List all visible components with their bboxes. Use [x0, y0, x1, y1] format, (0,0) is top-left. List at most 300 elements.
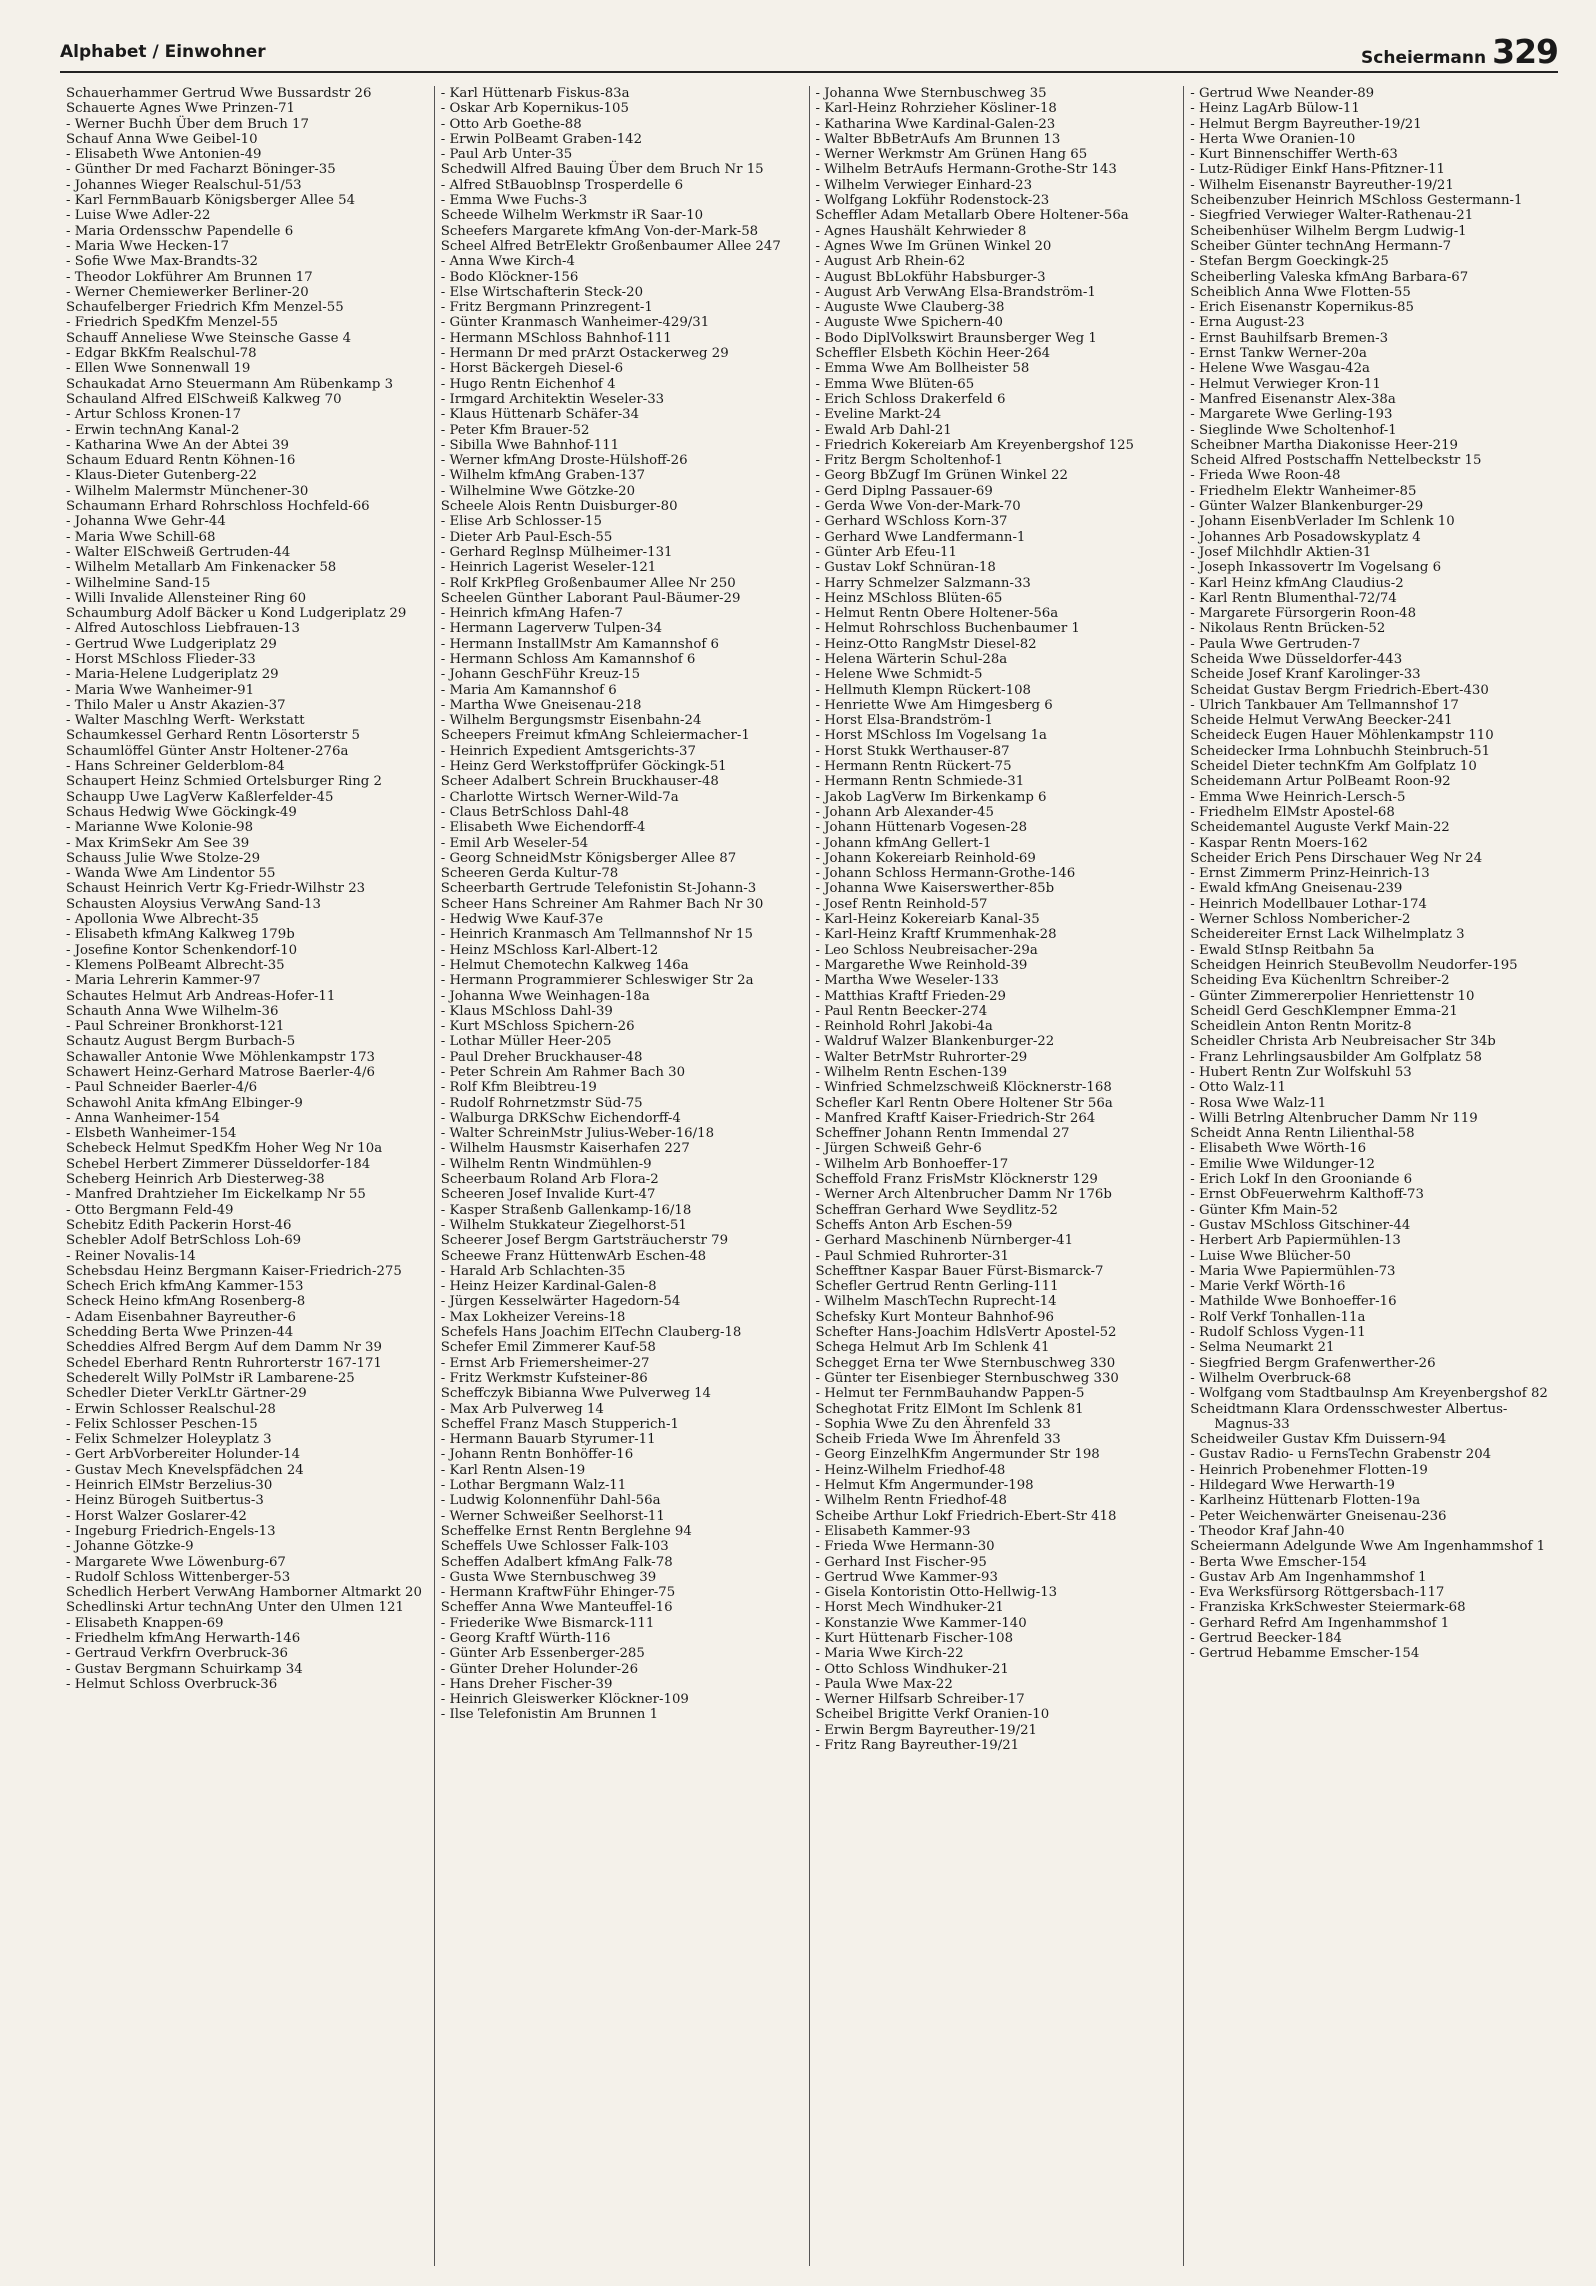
- directory-entry: Schauf Anna Wwe Geibel-10: [66, 131, 258, 147]
- directory-entry: - Georg Kraftf Würth-116: [440, 1630, 611, 1646]
- directory-entry: - Klemens PolBeamt Albrecht-35: [66, 957, 285, 973]
- directory-entry: - Fritz Bergm Scholtenhof-1: [815, 453, 1004, 469]
- directory-entry: Schauland Alfred ElSchweiß Kalkweg 70: [66, 391, 342, 407]
- directory-entry: - Apollonia Wwe Albrecht-35: [66, 912, 259, 928]
- directory-entry: - Otto Bergmann Feld-49: [66, 1202, 234, 1218]
- directory-entry: - Erwin technAng Kanal-2: [66, 422, 240, 438]
- directory-entry: - Otto Arb Goethe-88: [440, 116, 582, 132]
- directory-entry: Schegget Erna ter Wwe Sternbuschweg 330: [815, 1355, 1116, 1371]
- directory-entry: Schaus Hedwig Wwe Göckingk-49: [66, 804, 297, 820]
- directory-entry: Schedlinski Artur technAng Unter den Ulmen 121: [66, 1600, 404, 1616]
- running-head-name: Scheiermann: [1361, 48, 1487, 68]
- directory-entry: Schedler Dieter VerkLtr Gärtner-29: [66, 1386, 307, 1402]
- directory-entry: Scheeren Josef Invalide Kurt-47: [440, 1187, 656, 1203]
- directory-entry: - Friedrich SpedKfm Menzel-55: [66, 315, 279, 331]
- directory-entry: - Bodo Klöckner-156: [440, 269, 579, 285]
- directory-entry: - Erich Lokf In den Grooniande 6: [1190, 1172, 1413, 1188]
- directory-entry: - Thilo Maler u Anstr Akazien-37: [66, 697, 286, 713]
- directory-entry: - Sibilla Wwe Bahnhof-111: [440, 437, 620, 453]
- directory-entry: - Erna August-23: [1190, 315, 1305, 331]
- directory-entry: - Sophia Wwe Zu den Ährenfeld 33: [815, 1416, 1051, 1432]
- directory-entry: Schautz August Bergm Burbach-5: [66, 1034, 296, 1050]
- directory-entry: - Katharina Wwe Kardinal-Galen-23: [815, 116, 1056, 132]
- directory-entry: Scheerer Josef Bergm Gartsträucherstr 79: [440, 1233, 729, 1249]
- directory-entry: - Johanna Wwe Kaiserswerther-85b: [815, 881, 1055, 897]
- directory-entry: Schawert Heinz-Gerhard Matrose Baerler-4/6: [66, 1065, 375, 1080]
- directory-entry: - Wilhelm MaschTechn Ruprecht-14: [815, 1294, 1057, 1310]
- directory-entry: - Maria Wwe Kirch-22: [815, 1646, 964, 1662]
- directory-entry: - Wilhelm Metallarb Am Finkenacker 58: [66, 560, 337, 576]
- directory-entry: - Emma Wwe Blüten-65: [815, 376, 975, 392]
- directory-entry: - Johann kfmAng Gellert-1: [815, 835, 992, 851]
- directory-entry: - Ilse Telefonistin Am Brunnen 1: [440, 1707, 659, 1723]
- directory-entry: - Lothar Bergmann Walz-11: [440, 1478, 627, 1494]
- directory-entry: - Irmgard Architektin Weseler-33: [440, 391, 665, 407]
- directory-entry: - Emil Arb Weseler-54: [440, 835, 589, 851]
- directory-entry: - Eveline Markt-24: [815, 407, 942, 423]
- directory-entry: - Elise Arb Schlosser-15: [440, 514, 602, 530]
- directory-entry: - Friedhelm ElMstr Apostel-68: [1190, 804, 1395, 820]
- directory-entry: - Kurt Hüttenarb Fischer-108: [815, 1630, 1014, 1646]
- directory-entry: - Gertraud Verkfrn Overbruck-36: [66, 1646, 288, 1662]
- directory-entry: - Paul Schneider Baerler-4/6: [66, 1080, 258, 1096]
- directory-entry: - Johanna Wwe Weinhagen-18a: [440, 988, 650, 1004]
- directory-entry: - Manfred Drahtzieher Im Eickelkamp Nr 55: [66, 1187, 366, 1203]
- directory-entry: - Günter Arb Essenberger-285: [440, 1646, 645, 1662]
- directory-entry: - Adam Eisenbahner Bayreuther-6: [66, 1309, 296, 1325]
- directory-entry: - Wilhelm Eisenanstr Bayreuther-19/21: [1190, 177, 1454, 193]
- directory-entry: Scheiberling Valeska kfmAng Barbara-67: [1190, 269, 1469, 285]
- directory-entry: Schebler Adolf BetrSchloss Loh-69: [66, 1233, 302, 1249]
- directory-entry: Scheerbarth Gertrude Telefonistin St-Johann-3: [440, 881, 757, 897]
- directory-entry: - Theodor Kraf Jahn-40: [1190, 1523, 1345, 1539]
- directory-entry: - Wilhelm BetrAufs Hermann-Grothe-Str 143: [815, 162, 1117, 178]
- directory-entry: - Hans Dreher Fischer-39: [440, 1676, 613, 1692]
- directory-entry: Scheerbaum Roland Arb Flora-2: [440, 1172, 659, 1188]
- directory-entry: - Elisabeth kfmAng Kalkweg 179b: [66, 927, 295, 943]
- directory-entry: - Jürgen Schweiß Gehr-6: [815, 1141, 982, 1157]
- directory-entry: Scheede Wilhelm Werkmstr iR Saar-10: [440, 208, 704, 224]
- directory-entry: - Waldruf Walzer Blankenburger-22: [815, 1034, 1055, 1050]
- directory-entry: - Fritz Werkmstr Kufsteiner-86: [440, 1370, 648, 1386]
- directory-entry: Schauss Julie Wwe Stolze-29: [66, 850, 261, 866]
- directory-entry: - Wilhelm Verwieger Einhard-23: [815, 177, 1033, 193]
- directory-entry: Schautes Helmut Arb Andreas-Hofer-11: [66, 988, 336, 1004]
- directory-entry: - Hermann Dr med prArzt Ostackerweg 29: [440, 346, 729, 362]
- directory-entry: - Hermann Schloss Am Kamannshof 6: [440, 651, 696, 667]
- directory-entry: Schebeck Helmut SpedKfm Hoher Weg Nr 10a: [66, 1141, 383, 1157]
- directory-entry: - Gustav Radio- u FernsTechn Grabenstr 204: [1190, 1447, 1492, 1463]
- directory-entry: - Rudolf Schloss Wittenberger-53: [66, 1569, 291, 1585]
- directory-entry: Scheer Adalbert Schrein Bruckhauser-48: [440, 774, 719, 790]
- directory-entry: - Elisabeth Wwe Antonien-49: [66, 147, 262, 163]
- directory-entry: - Johann Schloss Hermann-Grothe-146: [815, 866, 1076, 882]
- directory-entry: - Nikolaus Rentn Brücken-52: [1190, 621, 1386, 637]
- directory-entry: - Walter BbBetrAufs Am Brunnen 13: [815, 131, 1061, 147]
- directory-entry: - Jakob LagVerw Im Birkenkamp 6: [815, 789, 1047, 805]
- directory-entry: - Oskar Arb Kopernikus-105: [440, 101, 629, 117]
- directory-entry: Schedel Eberhard Rentn Ruhrorterstr 167-171: [66, 1355, 382, 1371]
- directory-entry: - Stefan Bergm Goeckingk-25: [1190, 254, 1389, 270]
- directory-entry: - Georg SchneidMstr Königsberger Allee 87: [440, 850, 737, 866]
- directory-entry: - Agnes Wwe Im Grünen Winkel 20: [815, 238, 1052, 254]
- directory-entry: - Günter Kranmasch Wanheimer-429/31: [440, 315, 710, 331]
- directory-entry: - Günther Dr med Facharzt Böninger-35: [66, 162, 336, 178]
- directory-entry: - Ewald Arb Dahl-21: [815, 422, 952, 438]
- directory-entry: Scheghotat Fritz ElMont Im Schlenk 81: [815, 1401, 1084, 1417]
- directory-entry: - Fritz Rang Bayreuther-19/21: [815, 1738, 1020, 1754]
- directory-entry: Scheidtmann Klara Ordensschwester Albertus-Magnus-33: [1190, 1401, 1508, 1432]
- directory-entry: - Paul Schmied Ruhrorter-31: [815, 1248, 1009, 1264]
- directory-entry: - Johanne Götzke-9: [66, 1539, 194, 1555]
- directory-entry: - Günter Zimmererpolier Henriettenstr 10: [1190, 988, 1475, 1004]
- directory-entry: - Artur Schloss Kronen-17: [66, 407, 242, 423]
- directory-entry: - Gustav Mech Knevelspfädchen 24: [66, 1462, 304, 1478]
- directory-entry: Scheffelke Ernst Rentn Berglehne 94: [440, 1523, 692, 1539]
- directory-entry: - Heinrich Gleiswerker Klöckner-109: [440, 1692, 689, 1708]
- directory-entry: - Maria Lehrerin Kammer-97: [66, 973, 261, 989]
- directory-entry: - Günter ter Eisenbieger Sternbuschweg 330: [815, 1370, 1119, 1386]
- directory-entry: - Dieter Arb Paul-Esch-55: [440, 529, 613, 545]
- directory-entry: - Sieglinde Wwe Scholtenhof-1: [1190, 422, 1397, 438]
- directory-entry: - Werner Buchh Über dem Bruch 17: [66, 116, 309, 132]
- directory-entry: - Rolf Kfm Bleibtreu-19: [440, 1080, 597, 1096]
- directory-entry: Scheffner Johann Rentn Immendal 27: [815, 1126, 1070, 1142]
- directory-entry: - Hermann InstallMstr Am Kamannshof 6: [440, 636, 719, 652]
- directory-entry: Scheide Helmut VerwAng Beecker-241: [1190, 713, 1453, 729]
- directory-entry: Schaukadat Arno Steuermann Am Rübenkamp 3: [66, 376, 394, 392]
- directory-entry: - Theodor Lokführer Am Brunnen 17: [66, 269, 313, 285]
- directory-entry: - Heinz Heizer Kardinal-Galen-8: [440, 1279, 657, 1295]
- directory-entry: - Heinz-Otto RangMstr Diesel-82: [815, 636, 1037, 652]
- directory-entry: Schaufelberger Friedrich Kfm Menzel-55: [66, 300, 344, 316]
- directory-entry: - Gerhard WSchloss Korn-37: [815, 514, 1008, 530]
- directory-entry: - Rudolf Schloss Vygen-11: [1190, 1325, 1366, 1341]
- directory-entry: - August Arb Rhein-62: [815, 254, 966, 270]
- directory-entry: - Georg BbZugf Im Grünen Winkel 22: [815, 468, 1068, 484]
- directory-entry: Scheidel Dieter technKfm Am Golfplatz 10: [1190, 759, 1477, 775]
- directory-entry: Scheidereiter Ernst Lack Wilhelmplatz 3: [1190, 927, 1465, 943]
- directory-entry: Schefter Hans-Joachim HdlsVertr Apostel-52: [815, 1325, 1117, 1341]
- directory-entry: - Margarete Wwe Löwenburg-67: [66, 1554, 286, 1570]
- directory-entry: Schebsdau Heinz Bergmann Kaiser-Friedrich-275: [66, 1263, 402, 1279]
- directory-entry: - Johann Kokereiarb Reinhold-69: [815, 850, 1036, 866]
- directory-entry: - Helene Wwe Wasgau-42a: [1190, 361, 1370, 377]
- directory-entry: - Josef Milchhdlr Aktien-31: [1190, 544, 1372, 560]
- directory-entry: Scheidecker Irma Lohnbuchh Steinbruch-51: [1190, 743, 1491, 759]
- directory-entry: - Erwin PolBeamt Graben-142: [440, 131, 643, 147]
- directory-entry: - Helmut Bergm Bayreuther-19/21: [1190, 116, 1422, 132]
- directory-entry: Scheideck Eugen Hauer Möhlenkampstr 110: [1190, 728, 1494, 744]
- column-2: [434, 86, 809, 2266]
- header-rule: [60, 71, 1558, 73]
- directory-entry: - Klaus MSchloss Dahl-39: [440, 1003, 613, 1019]
- directory-entry: - Karl FernmBauarb Königsberger Allee 54: [66, 193, 356, 209]
- directory-entry: Scheffen Adalbert kfmAng Falk-78: [440, 1554, 673, 1570]
- directory-entry: - Margarethe Wwe Reinhold-39: [815, 957, 1028, 973]
- directory-entry: - Johann Rentn Bonhöffer-16: [440, 1447, 634, 1463]
- page-header: [60, 32, 1558, 71]
- directory-entry: Scheida Wwe Düsseldorfer-443: [1190, 651, 1403, 667]
- directory-entry: - Werner Arch Altenbrucher Damm Nr 176b: [815, 1187, 1112, 1203]
- directory-entry: Schederelt Willy PolMstr iR Lambarene-25: [66, 1370, 355, 1386]
- column-4: [1183, 86, 1558, 2266]
- directory-entry: - Kaspar Rentn Moers-162: [1190, 835, 1368, 851]
- directory-entry: - Reinhold Rohrl Jakobi-4a: [815, 1019, 993, 1035]
- directory-entry: - Erich Schloss Drakerfeld 6: [815, 391, 1006, 407]
- directory-entry: - Mathilde Wwe Bonhoeffer-16: [1190, 1294, 1397, 1310]
- directory-entry: - Alfred Autoschloss Liebfrauen-13: [66, 621, 301, 637]
- directory-entry: - Kurt MSchloss Spichern-26: [440, 1019, 635, 1035]
- directory-entry: - Heinrich ElMstr Berzelius-30: [66, 1478, 273, 1494]
- directory-entry: - Felix Schmelzer Holeyplatz 3: [66, 1432, 272, 1448]
- directory-entry: Scheck Heino kfmAng Rosenberg-8: [66, 1294, 306, 1310]
- directory-entry: - Kasper Straßenb Gallenkamp-16/18: [440, 1202, 692, 1218]
- directory-entry: Schaust Heinrich Vertr Kg-Friedr-Wilhstr 23: [66, 881, 366, 897]
- directory-entry: Scheide Josef Kranf Karolinger-33: [1190, 667, 1421, 683]
- directory-entry: Scheffel Franz Masch Stupperich-1: [440, 1416, 679, 1432]
- directory-entry: - Reiner Novalis-14: [66, 1248, 196, 1264]
- directory-entry: - Peter Kfm Brauer-52: [440, 422, 590, 438]
- directory-entry: - Anna Wanheimer-154: [66, 1110, 220, 1126]
- directory-entry: - Walter SchreinMstr Julius-Weber-16/18: [440, 1126, 715, 1142]
- directory-entry: - Johanna Wwe Gehr-44: [66, 514, 226, 530]
- directory-entry: - Margarete Fürsorgerin Roon-48: [1190, 606, 1417, 622]
- directory-entry: - Leo Schloss Neubreisacher-29a: [815, 942, 1038, 958]
- directory-entry: - Helmut Rohrschloss Buchenbaumer 1: [815, 621, 1080, 637]
- directory-entry: Schefsky Kurt Monteur Bahnhof-96: [815, 1309, 1054, 1325]
- directory-entry: - Hellmuth Klempn Rückert-108: [815, 682, 1031, 698]
- directory-entry: Scheiding Eva Küchenltrn Schreiber-2: [1190, 973, 1450, 989]
- directory-entry: - Willi Betrlng Altenbrucher Damm Nr 119: [1190, 1110, 1478, 1126]
- directory-entry: - Emma Wwe Fuchs-3: [440, 193, 588, 209]
- directory-entry: - Heinrich kfmAng Hafen-7: [440, 606, 623, 622]
- directory-entry: Schauerte Agnes Wwe Prinzen-71: [66, 101, 295, 117]
- directory-entry: - Hildegard Wwe Herwarth-19: [1190, 1478, 1395, 1494]
- directory-entry: Scheffler Adam Metallarb Obere Holtener-56a: [815, 208, 1129, 224]
- directory-entry: - Max Arb Pulverweg 14: [440, 1401, 604, 1417]
- directory-entry: - Maria-Helene Ludgeriplatz 29: [66, 667, 279, 683]
- directory-entry: - August BbLokführ Habsburger-3: [815, 269, 1046, 285]
- directory-entry: - Heinrich Lagerist Weseler-121: [440, 560, 657, 576]
- directory-entry: Schefels Hans Joachim ElTechn Clauberg-18: [440, 1325, 742, 1341]
- directory-entry: Scheele Alois Rentn Duisburger-80: [440, 499, 678, 515]
- directory-entry: - Friederike Wwe Bismarck-111: [440, 1615, 655, 1631]
- directory-entry: - Gustav Lokf Schnüran-18: [815, 560, 996, 576]
- directory-entry: - Horst Mech Windhuker-21: [815, 1600, 1004, 1616]
- directory-entry: Scheeren Gerda Kultur-78: [440, 866, 619, 882]
- directory-entry: - Wilhelm Bergungsmstr Eisenbahn-24: [440, 713, 702, 729]
- directory-entry: - Auguste Wwe Spichern-40: [815, 315, 1003, 331]
- directory-entry: - Marie Verkf Wörth-16: [1190, 1279, 1346, 1295]
- directory-entry: - Klaus-Dieter Gutenberg-22: [66, 468, 257, 484]
- directory-entry: - Maria Wwe Schill-68: [66, 529, 216, 545]
- directory-entry: - Hermann Rentn Rückert-75: [815, 759, 1012, 775]
- directory-entry: - Wilhelm kfmAng Graben-137: [440, 468, 646, 484]
- page-number: 329: [1492, 32, 1558, 71]
- directory-entry: - Helmut Verwieger Kron-11: [1190, 376, 1381, 392]
- directory-entry: - Gertrud Beecker-184: [1190, 1630, 1342, 1646]
- directory-entry: - Hermann Programmierer Schleswiger Str 2a: [440, 973, 754, 989]
- directory-entry: Scheib Frieda Wwe Im Ährenfeld 33: [815, 1432, 1061, 1448]
- directory-entry: Scheelen Günther Laborant Paul-Bäumer-29: [440, 590, 741, 606]
- directory-entry: - Helmut ter FernmBauhandw Pappen-5: [815, 1386, 1085, 1402]
- directory-entry: Schega Helmut Arb Im Schlenk 41: [815, 1340, 1050, 1356]
- directory-entry: - Elisabeth Wwe Wörth-16: [1190, 1141, 1367, 1157]
- directory-entry: - Gusta Wwe Sternbuschweg 39: [440, 1569, 657, 1585]
- directory-entry: - Günter Arb Efeu-11: [815, 544, 957, 560]
- directory-entry: - Heinz Gerd Werkstoffprüfer Göckingk-51: [440, 759, 727, 775]
- directory-entry: - Hugo Rentn Eichenhof 4: [440, 376, 616, 392]
- directory-entry: - Margarete Wwe Gerling-193: [1190, 407, 1393, 423]
- column-1: [60, 86, 434, 2266]
- directory-entry: - Manfred Kraftf Kaiser-Friedrich-Str 264: [815, 1110, 1096, 1126]
- directory-entry: - Frieda Wwe Roon-48: [1190, 468, 1341, 484]
- directory-entry: - Johannes Wieger Realschul-51/53: [66, 177, 302, 193]
- directory-entry: - Emilie Wwe Wildunger-12: [1190, 1156, 1376, 1172]
- directory-entry: Scheefers Margarete kfmAng Von-der-Mark-58: [440, 223, 759, 239]
- directory-entry: - Max KrimSekr Am See 39: [66, 835, 250, 851]
- directory-entry: - Otto Schloss Windhuker-21: [815, 1661, 1009, 1677]
- directory-entry: Schaumburg Adolf Bäcker u Kond Ludgeriplatz 29: [66, 606, 407, 622]
- directory-entry: - Paul Schreiner Bronkhorst-121: [66, 1019, 285, 1035]
- directory-entry: - Helmut Rentn Obere Holtener-56a: [815, 606, 1059, 622]
- directory-entry: Scheidler Christa Arb Neubreisacher Str 34b: [1190, 1034, 1496, 1050]
- directory-entry: - Wilhelm Rentn Eschen-139: [815, 1065, 1008, 1080]
- directory-entry: - Maria Wwe Papiermühlen-73: [1190, 1263, 1396, 1279]
- directory-entry: - Maria Wwe Wanheimer-91: [66, 682, 255, 698]
- directory-entry: - Karlheinz Hüttenarb Flotten-19a: [1190, 1493, 1421, 1509]
- directory-entry: Scheidgen Heinrich SteuBevollm Neudorfer-195: [1190, 957, 1518, 973]
- directory-entry: - Helmut Kfm Angermunder-198: [815, 1478, 1034, 1494]
- directory-entry: - Karl-Heinz Kraftf Krummenhak-28: [815, 927, 1057, 943]
- directory-entry: Schawohl Anita kfmAng Elbinger-9: [66, 1095, 303, 1111]
- directory-entry: - Gerhard Refrd Am Ingenhammshof 1: [1190, 1615, 1450, 1631]
- directory-entry: - Wolfgang Lokführ Rodenstock-23: [815, 193, 1050, 209]
- directory-entry: - Horst Bäckergeh Diesel-6: [440, 361, 624, 377]
- directory-entry: - Werner Chemiewerker Berliner-20: [66, 284, 309, 300]
- directory-entry: - Harald Arb Schlachten-35: [440, 1263, 626, 1279]
- directory-entry: - Franz Lehrlingsausbilder Am Golfplatz 58: [1190, 1049, 1483, 1065]
- directory-entry: Schaumlöffel Günter Anstr Holtener-276a: [66, 743, 349, 759]
- directory-entry: - Martha Wwe Gneisenau-218: [440, 697, 642, 713]
- directory-entry: - Horst MSchloss Flieder-33: [66, 651, 256, 667]
- directory-entry: - Hermann MSchloss Bahnhof-111: [440, 330, 672, 346]
- directory-entry: - Willi Invalide Allensteiner Ring 60: [66, 590, 307, 606]
- directory-entry: - Gerd Diplng Passauer-69: [815, 483, 993, 499]
- directory-entry: Scheidlein Anton Rentn Moritz-8: [1190, 1019, 1412, 1035]
- directory-entry: - Johann EisenbVerlader Im Schlenk 10: [1190, 514, 1455, 530]
- directory-entry: - Erwin Bergm Bayreuther-19/21: [815, 1722, 1037, 1738]
- directory-entry: - Hubert Rentn Zur Wolfskuhl 53: [1190, 1065, 1412, 1080]
- directory-entry: - Werner Schweißer Seelhorst-11: [440, 1508, 665, 1524]
- directory-entry: - Gertrud Hebamme Emscher-154: [1190, 1646, 1420, 1662]
- directory-entry: - Erwin Schlosser Realschul-28: [66, 1401, 276, 1417]
- directory-entry: Scheiber Günter technAng Hermann-7: [1190, 238, 1452, 254]
- directory-entry: - Wanda Wwe Am Lindentor 55: [66, 866, 276, 882]
- directory-entry: - Paul Dreher Bruckhauser-48: [440, 1049, 643, 1065]
- directory-entry: - Karl-Heinz Kokereiarb Kanal-35: [815, 912, 1040, 928]
- directory-entry: - Günter Dreher Holunder-26: [440, 1661, 639, 1677]
- directory-entry: - Günter Kfm Main-52: [1190, 1202, 1338, 1218]
- directory-entry: Scheffler Elsbeth Köchin Heer-264: [815, 346, 1051, 362]
- directory-entry: Schedding Berta Wwe Prinzen-44: [66, 1325, 294, 1341]
- directory-entry: - Charlotte Wirtsch Werner-Wild-7a: [440, 789, 679, 805]
- directory-entry: - Walburga DRKSchw Eichendorff-4: [440, 1110, 681, 1126]
- directory-entry: Schawaller Antonie Wwe Möhlenkampstr 173: [66, 1049, 375, 1065]
- directory-entry: - Ernst Arb Friemersheimer-27: [440, 1355, 650, 1371]
- directory-entry: - Luise Wwe Adler-22: [66, 208, 211, 224]
- directory-entry: - Werner Hilfsarb Schreiber-17: [815, 1692, 1025, 1708]
- directory-entry: - Ellen Wwe Sonnenwall 19: [66, 361, 251, 377]
- directory-entry: - Elisabeth Knappen-69: [66, 1615, 224, 1631]
- directory-entry: - Emma Wwe Heinrich-Lersch-5: [1190, 789, 1406, 805]
- directory-entry: - Ernst Bauhilfsarb Bremen-3: [1190, 330, 1389, 346]
- directory-entry: Scheffer Anna Wwe Manteuffel-16: [440, 1600, 673, 1616]
- directory-entry: - Joseph Inkassovertr Im Vogelsang 6: [1190, 560, 1442, 576]
- directory-entry: - Erich Eisenanstr Kopernikus-85: [1190, 300, 1414, 316]
- directory-entry: Scheidat Gustav Bergm Friedrich-Ebert-430: [1190, 682, 1489, 698]
- directory-entry: - Helmut Schloss Overbruck-36: [66, 1676, 278, 1692]
- directory-entry: Scheffold Franz FrisMstr Klöcknerstr 129: [815, 1172, 1098, 1188]
- directory-entry: - Werner kfmAng Droste-Hülshoff-26: [440, 453, 688, 469]
- directory-entry: - Rolf Verkf Tonhallen-11a: [1190, 1309, 1366, 1325]
- directory-entry: - Karl Hüttenarb Fiskus-83a: [440, 86, 630, 101]
- directory-entry: - Johann Hüttenarb Vogesen-28: [815, 820, 1028, 836]
- directory-entry: - Herta Wwe Oranien-10: [1190, 131, 1356, 147]
- directory-entry: - Alfred StBauoblnsp Trosperdelle 6: [440, 177, 684, 193]
- directory-entry: - Wilhelm Malermstr Münchener-30: [66, 483, 309, 499]
- directory-entry: Scheewe Franz HüttenwArb Eschen-48: [440, 1248, 707, 1264]
- directory-entry: Schefftner Kaspar Bauer Fürst-Bismarck-7: [815, 1263, 1104, 1279]
- directory-entry: - Gustav MSchloss Gitschiner-44: [1190, 1217, 1411, 1233]
- directory-entry: - Paula Wwe Gertruden-7: [1190, 636, 1361, 652]
- directory-entry: - Maria Am Kamannshof 6: [440, 682, 617, 698]
- directory-entry: - Herbert Arb Papiermühlen-13: [1190, 1233, 1401, 1249]
- directory-entry: - Rudolf Rohrnetzmstr Süd-75: [440, 1095, 643, 1111]
- directory-entry: - Heinz MSchloss Blüten-65: [815, 590, 1003, 606]
- directory-entry: - Ulrich Tankbauer Am Tellmannshof 17: [1190, 697, 1459, 713]
- directory-entry: Scheepers Freimut kfmAng Schleiermacher-1: [440, 728, 750, 744]
- directory-entry: - Peter Schrein Am Rahmer Bach 30: [440, 1065, 686, 1080]
- directory-entry: - Claus BetrSchloss Dahl-48: [440, 804, 629, 820]
- directory-entry: Scheiblich Anna Wwe Flotten-55: [1190, 284, 1411, 300]
- directory-entry: - Berta Wwe Emscher-154: [1190, 1554, 1367, 1570]
- directory-entry: - Bodo DiplVolkswirt Braunsberger Weg 1: [815, 330, 1097, 346]
- directory-entry: - Katharina Wwe An der Abtei 39: [66, 437, 289, 453]
- directory-entry: Schaupert Heinz Schmied Ortelsburger Ring 2: [66, 774, 382, 790]
- directory-entry: - Henriette Wwe Am Himgesberg 6: [815, 697, 1053, 713]
- directory-entry: - Walter BetrMstr Ruhrorter-29: [815, 1049, 1028, 1065]
- directory-entry: Scheibel Brigitte Verkf Oranien-10: [815, 1707, 1050, 1723]
- directory-entry: Schefler Gertrud Rentn Gerling-111: [815, 1279, 1059, 1295]
- directory-entry: - Gertrud Wwe Kammer-93: [815, 1569, 998, 1585]
- directory-entry: - Franziska KrkSchwester Steiermark-68: [1190, 1600, 1466, 1616]
- directory-entry: Schefer Emil Zimmerer Kauf-58: [440, 1340, 656, 1356]
- directory-entry: - Georg EinzelhKfm Angermunder Str 198: [815, 1447, 1100, 1463]
- directory-entry: Schebitz Edith Packerin Horst-46: [66, 1217, 292, 1233]
- directory-entry: - Eva Werksfürsorg Röttgersbach-117: [1190, 1585, 1445, 1601]
- directory-entry: - Elisabeth Kammer-93: [815, 1523, 971, 1539]
- directory-entry: - Konstanzie Wwe Kammer-140: [815, 1615, 1027, 1631]
- directory-entry: - Friedhelm kfmAng Herwarth-146: [66, 1630, 301, 1646]
- directory-entry: Schaumkessel Gerhard Rentn Lösorterstr 5: [66, 728, 360, 744]
- directory-entry: - Wilhelm Hausmstr Kaiserhafen 227: [440, 1141, 690, 1157]
- directory-entry: - Max Lokheizer Vereins-18: [440, 1309, 626, 1325]
- directory-entry: - Helene Wwe Schmidt-5: [815, 667, 983, 683]
- directory-entry: - Werner Werkmstr Am Grünen Hang 65: [815, 147, 1088, 163]
- directory-entry: - Hedwig Wwe Kauf-37e: [440, 912, 604, 928]
